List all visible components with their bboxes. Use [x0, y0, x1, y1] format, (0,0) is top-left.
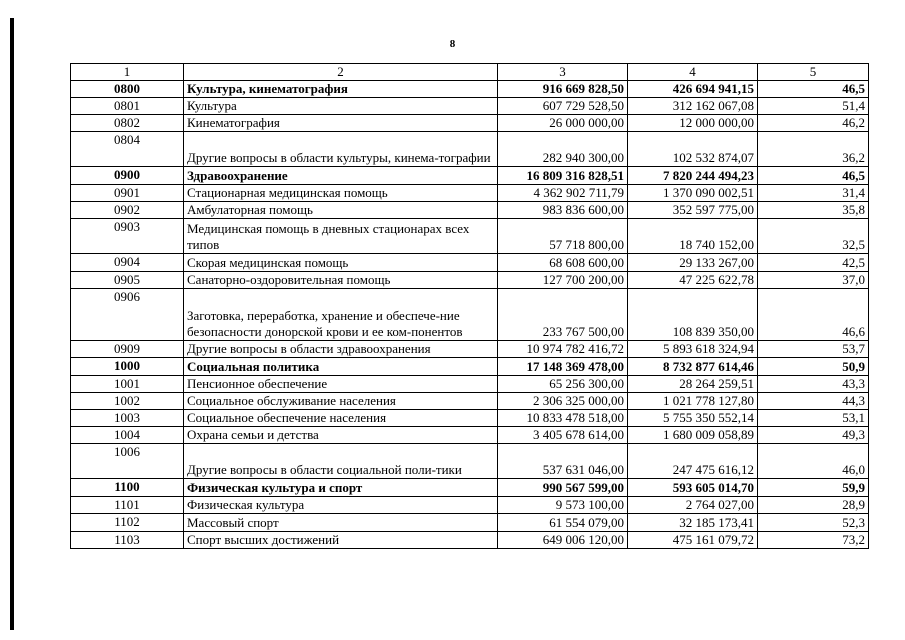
percent-col5: 46,6 — [758, 289, 869, 341]
budget-code: 1103 — [71, 532, 184, 549]
amount-col4: 32 185 173,41 — [628, 514, 758, 532]
amount-col3: 282 940 300,00 — [498, 132, 628, 167]
amount-col4: 352 597 775,00 — [628, 202, 758, 219]
amount-col4: 475 161 079,72 — [628, 532, 758, 549]
budget-table-body — [71, 64, 869, 549]
item-name: Другие вопросы в области социальной поли-тики — [184, 444, 498, 479]
item-name: Физическая культура — [184, 497, 498, 514]
amount-col3: 537 631 046,00 — [498, 444, 628, 479]
percent-col5: 52,3 — [758, 514, 869, 532]
column-number-row — [71, 64, 869, 81]
budget-code: 0905 — [71, 272, 184, 289]
percent-col5: 35,8 — [758, 202, 869, 219]
budget-code: 0800 — [71, 81, 184, 98]
amount-col3: 4 362 902 711,79 — [498, 185, 628, 202]
budget-code: 0900 — [71, 167, 184, 185]
amount-col3: 26 000 000,00 — [498, 115, 628, 132]
budget-code: 1001 — [71, 376, 184, 393]
table-row — [71, 81, 869, 98]
item-name: Социальное обеспечение населения — [184, 410, 498, 427]
table-row — [71, 289, 869, 341]
amount-col4: 5 893 618 324,94 — [628, 341, 758, 358]
table-row — [71, 427, 869, 444]
amount-col3: 10 974 782 416,72 — [498, 341, 628, 358]
amount-col4: 1 680 009 058,89 — [628, 427, 758, 444]
amount-col3: 68 608 600,00 — [498, 254, 628, 272]
percent-col5: 53,1 — [758, 410, 869, 427]
table-row — [71, 254, 869, 272]
percent-col5: 42,5 — [758, 254, 869, 272]
budget-code: 1102 — [71, 514, 184, 532]
item-name: Спорт высших достижений — [184, 532, 498, 549]
budget-code: 0901 — [71, 185, 184, 202]
percent-col5: 73,2 — [758, 532, 869, 549]
amount-col3: 9 573 100,00 — [498, 497, 628, 514]
amount-col4: 29 133 267,00 — [628, 254, 758, 272]
item-name: Социальная политика — [184, 358, 498, 376]
budget-code: 1004 — [71, 427, 184, 444]
amount-col3: 983 836 600,00 — [498, 202, 628, 219]
item-name: Здравоохранение — [184, 167, 498, 185]
percent-col5: 51,4 — [758, 98, 869, 115]
budget-code: 1003 — [71, 410, 184, 427]
table-row — [71, 514, 869, 532]
amount-col3: 607 729 528,50 — [498, 98, 628, 115]
item-name: Культура — [184, 98, 498, 115]
table-row — [71, 532, 869, 549]
amount-col3: 16 809 316 828,51 — [498, 167, 628, 185]
percent-col5: 32,5 — [758, 219, 869, 254]
item-name: Культура, кинематография — [184, 81, 498, 98]
table-row — [71, 358, 869, 376]
amount-col3: 17 148 369 478,00 — [498, 358, 628, 376]
table-row — [71, 479, 869, 497]
amount-col4: 47 225 622,78 — [628, 272, 758, 289]
percent-col5: 31,4 — [758, 185, 869, 202]
budget-code: 1006 — [71, 444, 184, 479]
item-name: Физическая культура и спорт — [184, 479, 498, 497]
amount-col3: 2 306 325 000,00 — [498, 393, 628, 410]
table-row — [71, 185, 869, 202]
percent-col5: 53,7 — [758, 341, 869, 358]
table-row — [71, 497, 869, 514]
table-row — [71, 393, 869, 410]
amount-col3: 127 700 200,00 — [498, 272, 628, 289]
amount-col3: 3 405 678 614,00 — [498, 427, 628, 444]
column-number: 3 — [498, 64, 628, 81]
percent-col5: 46,5 — [758, 167, 869, 185]
item-name: Другие вопросы в области здравоохранения — [184, 341, 498, 358]
budget-code: 1002 — [71, 393, 184, 410]
table-row — [71, 167, 869, 185]
column-number: 4 — [628, 64, 758, 81]
budget-code: 1101 — [71, 497, 184, 514]
table-row — [71, 410, 869, 427]
budget-code: 0802 — [71, 115, 184, 132]
budget-code: 0906 — [71, 289, 184, 341]
item-name: Массовый спорт — [184, 514, 498, 532]
table-row — [71, 444, 869, 479]
table-row — [71, 272, 869, 289]
item-name: Санаторно-оздоровительная помощь — [184, 272, 498, 289]
budget-code: 0902 — [71, 202, 184, 219]
budget-code: 1000 — [71, 358, 184, 376]
item-name: Другие вопросы в области культуры, кинема-тографии — [184, 132, 498, 167]
percent-col5: 43,3 — [758, 376, 869, 393]
percent-col5: 46,2 — [758, 115, 869, 132]
amount-col3: 990 567 599,00 — [498, 479, 628, 497]
item-name: Заготовка, переработка, хранение и обеспече-ние безопасности донорской крови и ее ком-понентов — [184, 289, 498, 341]
budget-table — [70, 63, 869, 549]
percent-col5: 49,3 — [758, 427, 869, 444]
amount-col4: 1 021 778 127,80 — [628, 393, 758, 410]
amount-col4: 593 605 014,70 — [628, 479, 758, 497]
amount-col3: 61 554 079,00 — [498, 514, 628, 532]
amount-col4: 7 820 244 494,23 — [628, 167, 758, 185]
amount-col3: 233 767 500,00 — [498, 289, 628, 341]
budget-code: 0804 — [71, 132, 184, 167]
page-number: 8 — [449, 38, 456, 50]
amount-col3: 65 256 300,00 — [498, 376, 628, 393]
amount-col3: 649 006 120,00 — [498, 532, 628, 549]
item-name: Медицинская помощь в дневных стационарах всех типов — [184, 219, 498, 254]
percent-col5: 59,9 — [758, 479, 869, 497]
table-row — [71, 115, 869, 132]
column-number: 2 — [184, 64, 498, 81]
amount-col4: 18 740 152,00 — [628, 219, 758, 254]
budget-code: 0909 — [71, 341, 184, 358]
amount-col4: 2 764 027,00 — [628, 497, 758, 514]
percent-col5: 36,2 — [758, 132, 869, 167]
amount-col4: 8 732 877 614,46 — [628, 358, 758, 376]
percent-col5: 28,9 — [758, 497, 869, 514]
amount-col3: 57 718 800,00 — [498, 219, 628, 254]
table-row — [71, 341, 869, 358]
item-name: Кинематография — [184, 115, 498, 132]
item-name: Пенсионное обеспечение — [184, 376, 498, 393]
amount-col4: 312 162 067,08 — [628, 98, 758, 115]
table-row — [71, 376, 869, 393]
amount-col4: 247 475 616,12 — [628, 444, 758, 479]
percent-col5: 44,3 — [758, 393, 869, 410]
budget-code: 1100 — [71, 479, 184, 497]
amount-col4: 12 000 000,00 — [628, 115, 758, 132]
table-row — [71, 132, 869, 167]
amount-col4: 108 839 350,00 — [628, 289, 758, 341]
column-number: 1 — [71, 64, 184, 81]
budget-code: 0903 — [71, 219, 184, 254]
item-name: Амбулаторная помощь — [184, 202, 498, 219]
amount-col4: 1 370 090 002,51 — [628, 185, 758, 202]
table-row — [71, 98, 869, 115]
amount-col4: 102 532 874,07 — [628, 132, 758, 167]
table-row — [71, 202, 869, 219]
item-name: Скорая медицинская помощь — [184, 254, 498, 272]
column-number: 5 — [758, 64, 869, 81]
item-name: Социальное обслуживание населения — [184, 393, 498, 410]
amount-col4: 28 264 259,51 — [628, 376, 758, 393]
amount-col4: 426 694 941,15 — [628, 81, 758, 98]
item-name: Охрана семьи и детства — [184, 427, 498, 444]
amount-col4: 5 755 350 552,14 — [628, 410, 758, 427]
budget-code: 0801 — [71, 98, 184, 115]
margin-bar — [10, 18, 14, 630]
item-name: Стационарная медицинская помощь — [184, 185, 498, 202]
percent-col5: 37,0 — [758, 272, 869, 289]
percent-col5: 50,9 — [758, 358, 869, 376]
percent-col5: 46,5 — [758, 81, 869, 98]
budget-code: 0904 — [71, 254, 184, 272]
amount-col3: 10 833 478 518,00 — [498, 410, 628, 427]
amount-col3: 916 669 828,50 — [498, 81, 628, 98]
percent-col5: 46,0 — [758, 444, 869, 479]
table-row — [71, 219, 869, 254]
